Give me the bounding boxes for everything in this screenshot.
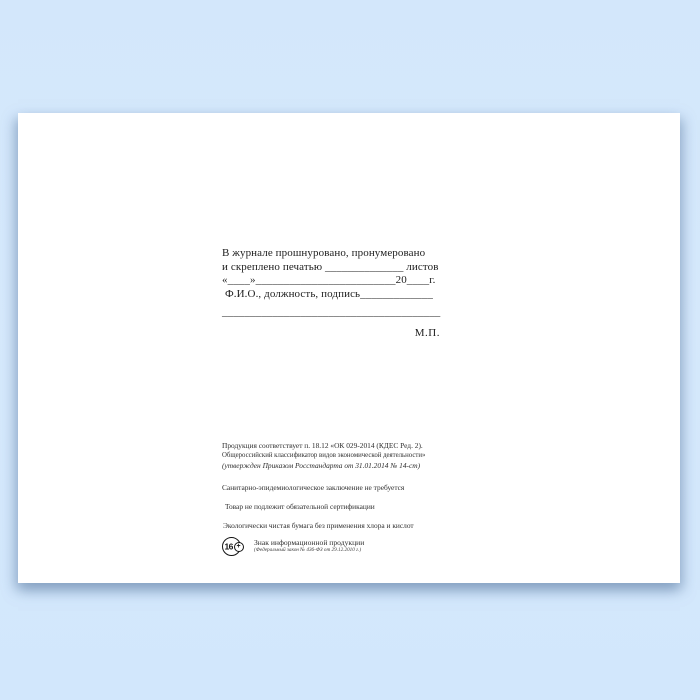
certification-note: Товар не подлежит обязательной сертификации xyxy=(225,502,375,511)
product-standard-line-1: Продукция соответствует п. 18.12 «ОК 029-2014 (КДЕС Ред. 2). xyxy=(222,441,423,450)
age-rating-law-reference: (Федеральный закон № 436-ФЗ от 29.12.2010 г.) xyxy=(254,547,362,553)
binding-statement-block xyxy=(222,247,442,340)
journal-back-page xyxy=(18,113,680,583)
sanitary-note: Санитарно-эпидемиологическое заключение не требуется xyxy=(222,483,405,492)
eco-note: Экологически чистая бумага без применения хлора и кислот xyxy=(223,521,414,530)
age-rating-16-plus-icon xyxy=(222,537,241,556)
binding-line-3-date: «____»_________________________20____г. xyxy=(222,274,436,286)
binding-line-2: и скреплено печатью ______________ листов xyxy=(222,260,439,273)
binding-line-1: В журнале прошнуровано, пронумеровано xyxy=(222,247,426,259)
stamp-place-label: М.П. xyxy=(414,326,440,339)
binding-line-4-signature: Ф.И.О., должность, подпись_____________ xyxy=(225,287,433,300)
age-rating-plus-icon: + xyxy=(234,542,244,552)
binding-line-5-rule: _______________________________________ xyxy=(222,306,441,318)
compliance-info-block xyxy=(222,441,482,556)
product-standard-line-3: (утвержден Приказом Росстандарта от 31.01.2014 № 14-ст) xyxy=(222,461,421,470)
age-rating-title: Знак информационной продукции xyxy=(254,538,365,547)
product-standard-line-2: Общероссийский классификатор видов экономической деятельности» xyxy=(222,452,426,459)
age-rating-text xyxy=(254,539,364,554)
age-rating-number: 16 xyxy=(224,541,233,552)
age-rating-row xyxy=(222,537,482,556)
